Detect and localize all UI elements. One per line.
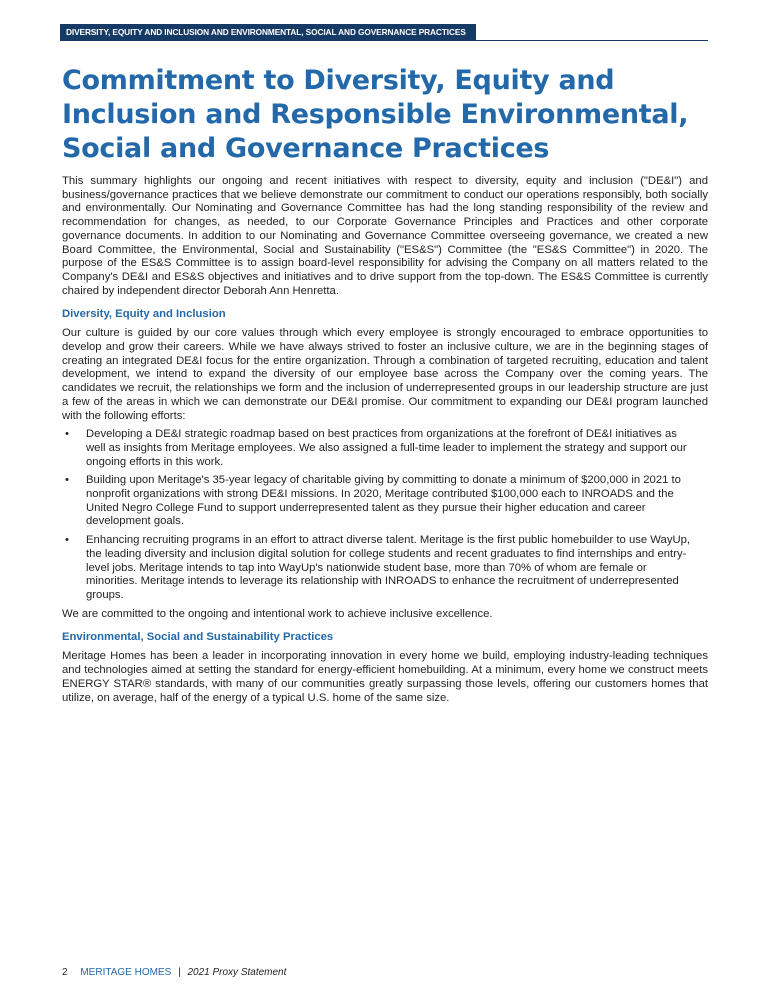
bullet-text: Developing a DE&I strategic roadmap based on best practices from organizations at the forefront of DE&I initiatives as well as insights from Meritage employees. We also assigned a full-time leader to implement the strategy and support our ongoing efforts in this work. (86, 428, 687, 468)
footer-separator: | (178, 967, 181, 978)
main-content (62, 175, 708, 710)
header-rule (60, 40, 708, 41)
footer-company: MERITAGE HOMES (80, 967, 172, 978)
page-title: Commitment to Diversity, Equity and Inclusion and Responsible Environmental, Social and Governance Practices (62, 65, 689, 164)
dei-paragraph: Our culture is guided by our core values through which every employee is strongly encouraged to embrace opportunities to develop and grow their careers. While we have always strived to foster an inclusive culture, we are in the beginning stages of creating an integrated DE&I focus for the entire organization. Through a combination of targeted recruiting, education and talent development, we intend to expand the diversity of our employee base across the Company over the coming years. The candidates we recruit, the relationships we form and the inclusion of underrepresented groups in our leadership structure are just a few of the areas in which we can demonstrate our DE&I promise. Our commitment to expanding our DE&I program launched with the following efforts: (62, 327, 708, 422)
list-item (65, 534, 699, 603)
section-label: DIVERSITY, EQUITY AND INCLUSION AND ENVIRONMENTAL, SOCIAL AND GOVERNANCE PRACTICES (66, 27, 466, 37)
dei-closing: We are committed to the ongoing and intentional work to achieve inclusive excellence. (62, 607, 493, 620)
bullet-icon: • (65, 534, 69, 547)
section-banner (60, 24, 476, 40)
list-item (65, 474, 699, 529)
bullet-text: Enhancing recruiting programs in an effort to attract diverse talent. Meritage is the first public homebuilder to use WayUp, the leading diversity and inclusion digital solution for college students and recent graduates to find internships and entry-level jobs. Meritage intends to tap into WayUp's nationwide student base, more than 70% of whom are female or minorities. Meritage intends to leverage its relationship with INROADS to enhance the recruitment of underrepresented groups. (86, 534, 691, 601)
dei-bullet-list (62, 428, 708, 602)
ess-heading: Environmental, Social and Sustainability Practices (62, 631, 334, 644)
page-number: 2 (62, 967, 68, 978)
dei-heading: Diversity, Equity and Inclusion (62, 308, 226, 321)
bullet-icon: • (65, 428, 69, 441)
page-footer (62, 967, 286, 979)
bullet-text: Building upon Meritage's 35-year legacy of charitable giving by committing to donate a minimum of $200,000 in 2021 to nonprofit organizations with strong DE&I missions. In 2020, Meritage contributed $100,000 each to INROADS and the United Negro College Fund to support underrepresented talent as they pursue their higher education and career development goals. (86, 474, 681, 528)
ess-paragraph: Meritage Homes has been a leader in incorporating innovation in every home we build, employing industry-leading techniques and technologies aimed at setting the standard for energy-efficient homebuilding. At a minimum, every home we construct meets ENERGY STAR® standards, with many of our communities greatly surpassing those levels, offering our customers homes that utilize, on average, half of the energy of a typical U.S. home of the same size. (62, 650, 708, 704)
footer-document: 2021 Proxy Statement (187, 967, 287, 978)
intro-paragraph: This summary highlights our ongoing and recent initiatives with respect to diversity, equity and inclusion ("DE&I") and business/governance practices that we believe demonstrate our commitment to conduct our operations responsibly, both socially and environmentally. Our Nominating and Governance Committee has had the long standing responsibility of the review and recommendation for changes, as needed, to our Corporate Governance Principles and Practices and other corporate governance documents. In addition to our Nominating and Governance Committee overseeing governance, we created a new Board Committee, the Environmental, Social and Sustainability ("ES&S") Committee (the "ES&S Committee") in 2020. The purpose of the ES&S Committee is to assign board-level responsibility for advising the Company on all matters related to the Company's DE&I and ES&S objectives and initiatives and to drive support from the top-down. The ES&S Committee is currently chaired by independent director Deborah Ann Henretta. (62, 175, 708, 297)
list-item (65, 428, 699, 469)
bullet-icon: • (65, 474, 69, 487)
